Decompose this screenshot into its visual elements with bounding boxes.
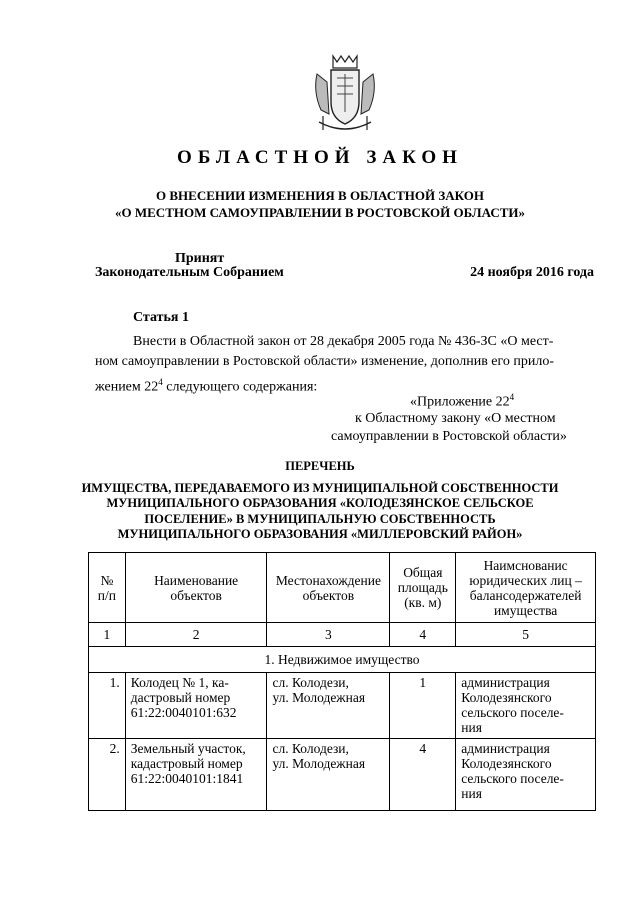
table-row [89,739,596,811]
document-subtitle [0,187,640,221]
object-area: 1 [390,673,456,739]
list-title: ПЕРЕЧЕНЬ [285,459,355,473]
adopted-label: Принят [175,251,225,266]
column-number: 4 [390,623,456,647]
table-number-row [89,623,596,647]
column-number: 1 [89,623,126,647]
header-cell-num: № п/п [89,553,126,623]
object-holder: администрация Колодезянского сельского поселе- ния [456,673,596,739]
table-section-row [89,647,596,673]
object-name: Колодец № 1, ка- дастровый номер 61:22:0040101:632 [125,673,267,739]
article-line-text: следующего содержания: [162,379,318,395]
header-cell-holder: Наимснованис юридических лиц – балансодержателей имущества [456,553,596,623]
object-name: Земельный участок, кадастровый номер 61:22:0040101:1841 [125,739,267,811]
list-subtitle-line: МУНИЦИПАЛЬНОГО ОБРАЗОВАНИЯ «МИЛЛЕРОВСКИЙ РАЙОН» [117,527,523,541]
article-heading: Статья 1 [133,310,189,325]
object-location: сл. Колодези, ул. Молодежная [267,673,390,739]
superscript: 4 [509,392,515,402]
superscript: 4 [158,377,163,387]
object-area: 4 [390,739,456,811]
appendix-label [410,388,514,412]
subtitle-line: «О МЕСТНОМ САМОУПРАВЛЕНИИ В РОСТОВСКОЙ ОБЛАСТИ» [115,205,525,220]
header-cell-location: Местонахождение объектов [267,553,390,623]
object-holder: администрация Колодезянского сельского поселе- ния [456,739,596,811]
article-line-text: жением 22 [95,379,159,395]
row-number: 2. [89,739,126,811]
column-number: 3 [267,623,390,647]
document-title: ОБЛАСТНОЙ ЗАКОН [177,147,463,168]
table-row [89,673,596,739]
column-number: 5 [456,623,596,647]
article-line: ном самоуправлении в Ростовской области» изменение, дополнив его прило- [95,354,555,369]
table-header-row [89,553,596,623]
list-subtitle-line: МУНИЦИПАЛЬНОГО ОБРАЗОВАНИЯ «КОЛОДЕЗЯНСКОЕ СЕЛЬСКОЕ [106,496,534,510]
adoption-date: 24 ноября 2016 года [470,265,594,280]
list-subtitle-line: ИМУЩЕСТВА, ПЕРЕДАВАЕМОГО ИЗ МУНИЦИПАЛЬНОЙ СОБСТВЕННОСТИ [81,480,559,495]
object-location: сл. Колодези, ул. Молодежная [267,739,390,811]
list-heading [0,459,640,543]
subtitle-line: О ВНЕСЕНИИ ИЗМЕНЕНИЯ В ОБЛАСТНОЙ ЗАКОН [156,188,484,203]
column-number: 2 [125,623,267,647]
appendix-line: самоуправлении в Ростовской области» [331,429,567,444]
article-text [95,332,593,398]
article-line: Внести в Областной закон от 28 декабря 2005 года № 436-ЗС «О мест- [133,334,554,349]
coat-of-arms-emblem [311,52,379,136]
row-number: 1. [89,673,126,739]
property-table [88,552,596,811]
article-line [95,372,593,398]
section-title: 1. Недвижимое имущество [89,647,596,673]
header-cell-area: Общая площадь (кв. м) [390,553,456,623]
list-subtitle-line: ПОСЕЛЕНИЕ» В МУНИЦИПАЛЬНУЮ СОБСТВЕННОСТЬ [144,511,496,526]
header-cell-name: Наименование объектов [125,553,267,623]
appendix-label-text: «Приложение 22 [410,394,510,410]
appendix-line: к Областному закону «О местном [355,411,556,426]
adopted-by: Законодательным Собранием [95,265,284,280]
